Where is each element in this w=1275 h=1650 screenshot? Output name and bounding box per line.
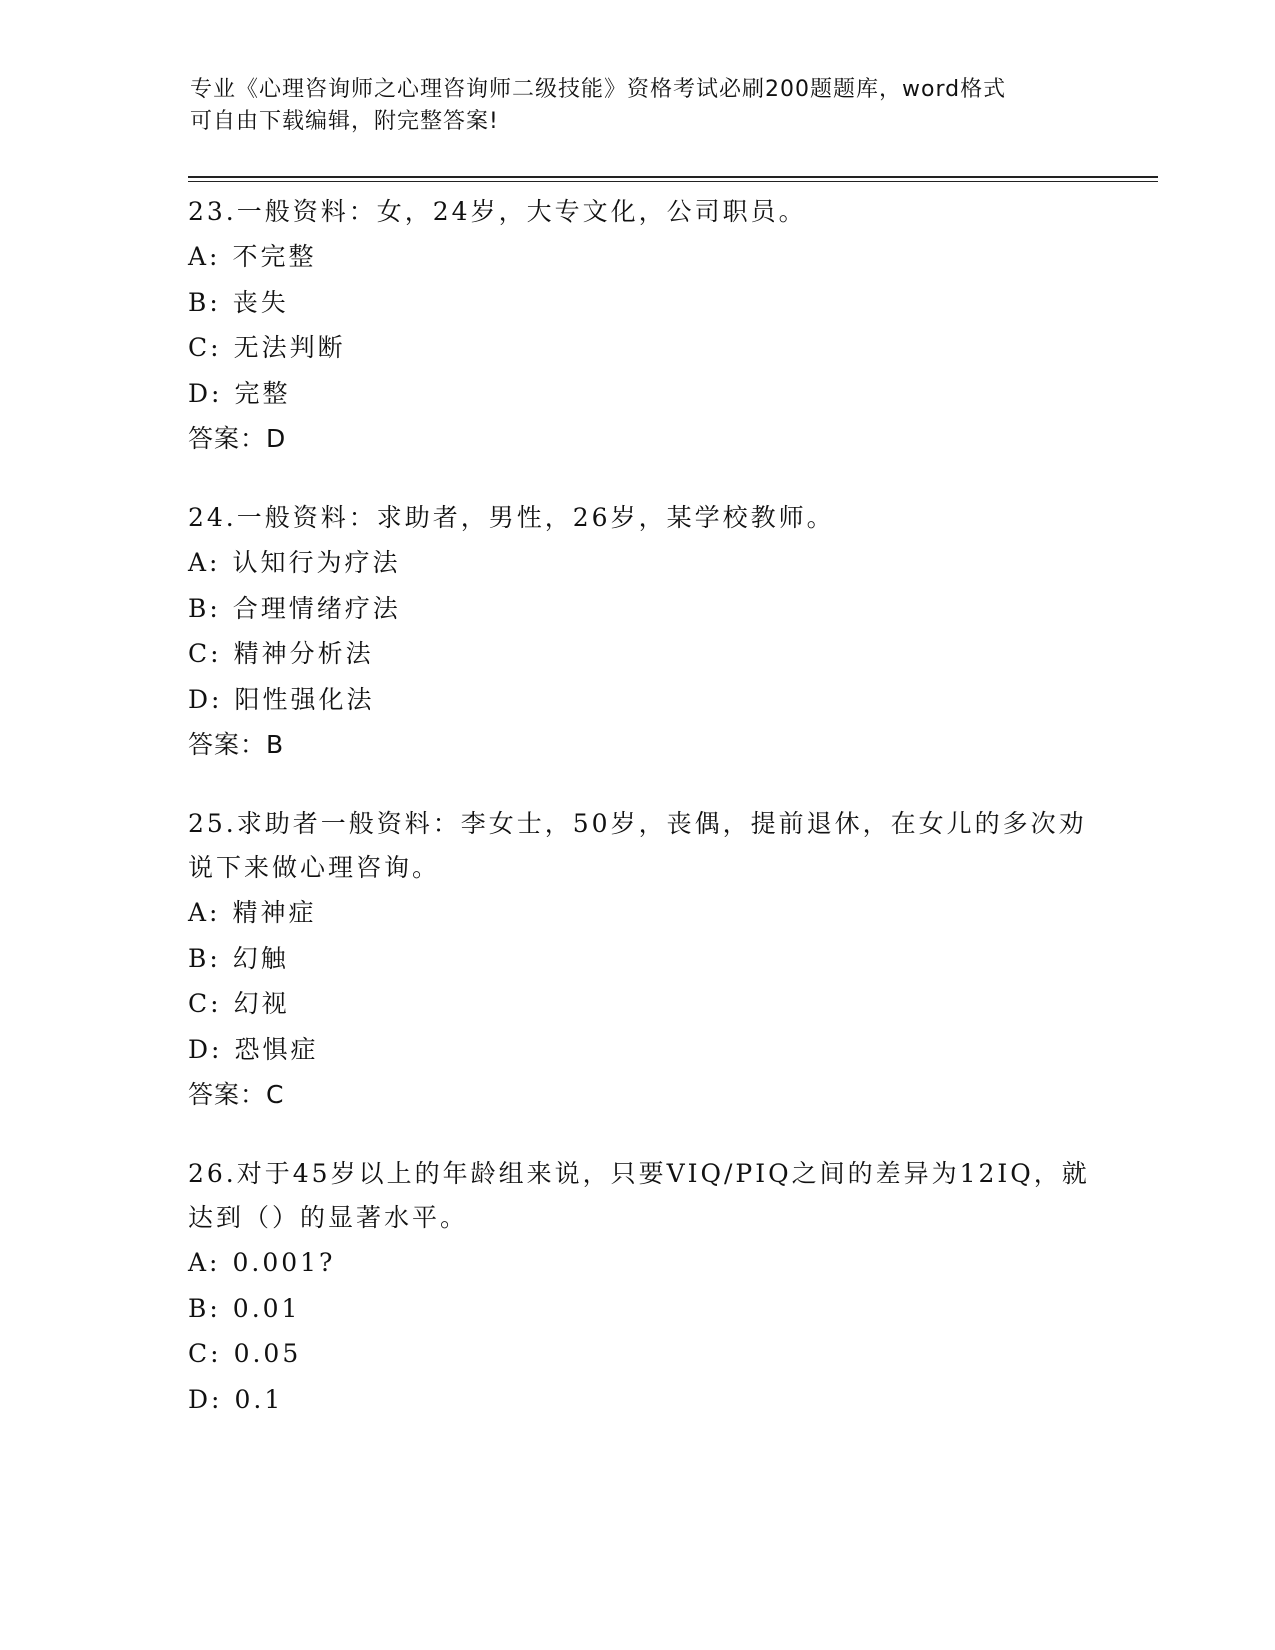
option-text: 0.01 (232, 1293, 301, 1323)
option-letter: C: (188, 1339, 222, 1368)
question-stem: 23.一般资料：女，24岁，大专文化，公司职员。 (188, 197, 807, 226)
option-letter: A: (188, 1248, 221, 1277)
option-text: 0.05 (233, 1339, 302, 1368)
option-letter: D: (188, 1384, 223, 1414)
option-letter: C: (188, 639, 222, 668)
option-text: 丧失 (232, 287, 289, 317)
option-d (188, 1377, 1108, 1423)
option-letter: B: (188, 1293, 221, 1323)
answer-line: 答案：C (188, 1080, 285, 1109)
option-letter: D: (188, 1034, 223, 1064)
answer-line: 答案：D (188, 424, 287, 453)
option-c (188, 325, 1108, 371)
option-b (188, 936, 1108, 982)
option-letter: B: (188, 593, 221, 623)
option-d (188, 1027, 1108, 1073)
option-text: 幻触 (232, 943, 289, 973)
option-text: 完整 (234, 378, 291, 408)
option-text: 恐惧症 (234, 1034, 319, 1064)
option-letter: B: (188, 287, 221, 317)
option-d (188, 371, 1108, 417)
option-c (188, 631, 1108, 677)
option-text: 精神分析法 (233, 639, 374, 668)
option-text: 0.1 (234, 1384, 284, 1414)
option-letter: C: (188, 989, 222, 1018)
question-stem: 26.对于45岁以上的年龄组来说，只要VIQ/PIQ之间的差异为12IQ，就达到（）的显著水平。 (188, 1159, 1090, 1232)
question-26 (188, 1152, 1108, 1422)
header-line-2: 可自由下载编辑，附完整答案! (190, 109, 499, 134)
option-text: 合理情绪疗法 (232, 593, 401, 623)
option-text: 精神症 (232, 898, 317, 927)
option-text: 阳性强化法 (234, 684, 375, 714)
question-24 (188, 496, 1108, 768)
option-text: 认知行为疗法 (232, 548, 401, 577)
question-23 (188, 190, 1108, 462)
option-a (188, 1240, 1108, 1286)
option-a (188, 540, 1108, 586)
option-a (188, 890, 1108, 936)
document-header (190, 74, 1090, 138)
option-text: 无法判断 (233, 333, 346, 362)
question-stem: 24.一般资料：求助者，男性，26岁，某学校教师。 (188, 503, 835, 532)
option-text: 0.001? (232, 1248, 336, 1277)
answer-line: 答案：B (188, 730, 285, 759)
option-text: 幻视 (233, 989, 290, 1018)
option-b (188, 1286, 1108, 1332)
option-b (188, 586, 1108, 632)
option-letter: D: (188, 378, 223, 408)
option-b (188, 280, 1108, 326)
option-letter: C: (188, 333, 222, 362)
header-divider-thin (188, 181, 1158, 182)
option-letter: D: (188, 684, 223, 714)
option-letter: A: (188, 898, 221, 927)
option-d (188, 677, 1108, 723)
option-letter: A: (188, 548, 221, 577)
question-25 (188, 802, 1108, 1118)
option-letter: B: (188, 943, 221, 973)
option-c (188, 981, 1108, 1027)
header-line-1: 专业《心理咨询师之心理咨询师二级技能》资格考试必刷200题题库，word格式 (190, 77, 1007, 102)
option-text: 不完整 (232, 242, 317, 271)
question-stem: 25.求助者一般资料：李女士，50岁，丧偶，提前退休，在女儿的多次劝说下来做心理咨询。 (188, 809, 1087, 882)
header-divider-thick (188, 176, 1158, 178)
option-c (188, 1331, 1108, 1377)
option-a (188, 234, 1108, 280)
question-list (188, 190, 1108, 1456)
option-letter: A: (188, 242, 221, 271)
